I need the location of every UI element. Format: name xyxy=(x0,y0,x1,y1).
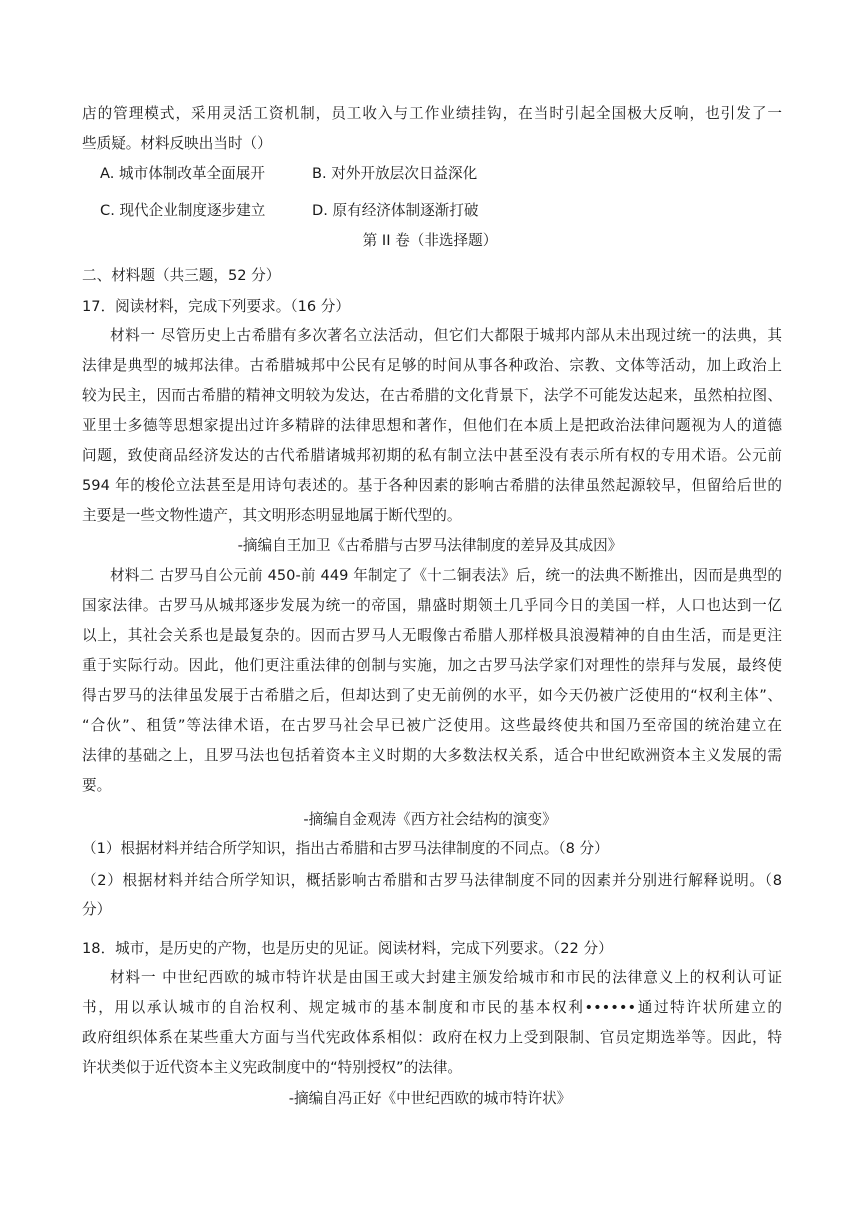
q17-material-2-line: 法律的基础之上，且罗马法也包括着资本主义时期的大多数法权关系，适合中世纪欧洲资本主义发展的需 xyxy=(82,747,782,764)
q16-option-d: D. 原有经济体制逐渐打破 xyxy=(312,202,479,219)
q17-material-2-line: “合伙”、租赁”等法律术语，在古罗马社会早已被广泛使用。这些最终使共和国乃至帝国的统治建立在 xyxy=(82,717,782,734)
q17-material-1-line: 较为民主，因而古希腊的精神文明较为发达，在古希腊的文化背景下，法学不可能发达起来，虽然柏拉图、 xyxy=(82,387,782,404)
part-2-title: 第 II 卷（非选择题） xyxy=(362,232,498,249)
q17-subquestion-2-line-1: （2）根据材料并结合所学知识，概括影响古希腊和古罗马法律制度不同的因素并分别进行解释说明。（8 xyxy=(82,872,782,889)
q18-source-1: -摘编自冯正好《中世纪西欧的城市特许状》 xyxy=(288,1090,572,1107)
q17-source-2: -摘编自金观涛《西方社会结构的演变》 xyxy=(303,811,557,828)
q17-material-1-line: 主要是一些文物性遗产，其文明形态明显地属于断代型的。 xyxy=(82,507,462,524)
q17-material-1-line: 材料一 尽管历史上古希腊有多次著名立法活动，但它们大都限于城邦内部从未出现过统一的法典，其 xyxy=(110,327,782,344)
section-title: 二、材料题（共三题，52 分） xyxy=(82,267,281,284)
q18-material-1-line: 书，用以承认城市的自治权利、规定城市的基本制度和市民的基本权利••••••通过特许状所建立的 xyxy=(82,999,782,1016)
q16-option-b: B. 对外开放层次日益深化 xyxy=(312,165,478,182)
q18-material-1-line: 许状类似于近代资本主义宪政制度中的“特别授权”的法律。 xyxy=(82,1059,462,1076)
q16-stem-line-1: 店的管理模式，采用灵活工资机制，员工收入与工作业绩挂钩，在当时引起全国极大反响，也引发了一 xyxy=(82,105,782,122)
q17-material-1-line: 法律是典型的城邦法律。古希腊城邦中公民有足够的时间从事各种政治、宗教、文体等活动，加上政治上 xyxy=(82,357,782,374)
q17-subquestion-1: （1）根据材料并结合所学知识，指出古希腊和古罗马法律制度的不同点。（8 分） xyxy=(82,840,609,857)
q17-material-2-line: 材料二 古罗马自公元前 450-前 449 年制定了《十二铜表法》后，统一的法典不断推出，因而是典型的 xyxy=(110,567,782,584)
q17-title: 17．阅读材料，完成下列要求。（16 分） xyxy=(82,298,350,315)
q17-material-1-line: 594 年的梭伦立法甚至是用诗句表述的。基于各种因素的影响古希腊的法律虽然起源较早，但留给后世的 xyxy=(82,477,782,494)
q18-material-1-line: 政府组织体系在某些重大方面与当代宪政体系相似：政府在权力上受到限制、官员定期选举等。因此，特 xyxy=(82,1029,782,1046)
q18-title: 18．城市，是历史的产物，也是历史的见证。阅读材料，完成下列要求。（22 分） xyxy=(82,940,613,957)
q16-stem-line-2: 些质疑。材料反映出当时（） xyxy=(82,135,272,152)
q16-option-c: C. 现代企业制度逐步建立 xyxy=(100,202,266,219)
q17-material-2-line: 以上，其社会关系也是最复杂的。因而古罗马人无暇像古希腊人那样极具浪漫精神的自由生活，而是更注 xyxy=(82,627,782,644)
q17-material-1-line: 问题，致使商品经济发达的古代希腊诸城邦初期的私有制立法中甚至没有表示所有权的专用术语。公元前 xyxy=(82,447,782,464)
q17-material-2-line: 国家法律。古罗马从城邦逐步发展为统一的帝国，鼎盛时期领土几乎同今日的美国一样，人口也达到一亿 xyxy=(82,597,782,614)
q17-material-2-line: 要。 xyxy=(82,777,112,794)
q17-source-1: -摘编自王加卫《古希腊与古罗马法律制度的差异及其成因》 xyxy=(237,537,623,554)
q17-material-1-line: 亚里士多德等思想家提出过许多精辟的法律思想和著作，但他们在本质上是把政治法律问题视为人的道德 xyxy=(82,417,782,434)
q16-option-a: A. 城市体制改革全面展开 xyxy=(100,165,265,182)
q17-material-2-line: 重于实际行动。因此，他们更注重法律的创制与实施，加之古罗马法学家们对理性的崇拜与发展，最终使 xyxy=(82,657,782,674)
q17-material-2-line: 得古罗马的法律虽发展于古希腊之后，但却达到了史无前例的水平，如今天仍被广泛使用的“权利主体”、 xyxy=(82,687,782,704)
q17-subquestion-2-line-2: 分） xyxy=(82,901,112,918)
q18-material-1-line: 材料一 中世纪西欧的城市特许状是由国王或大封建主颁发给城市和市民的法律意义上的权利认可证 xyxy=(110,969,782,986)
